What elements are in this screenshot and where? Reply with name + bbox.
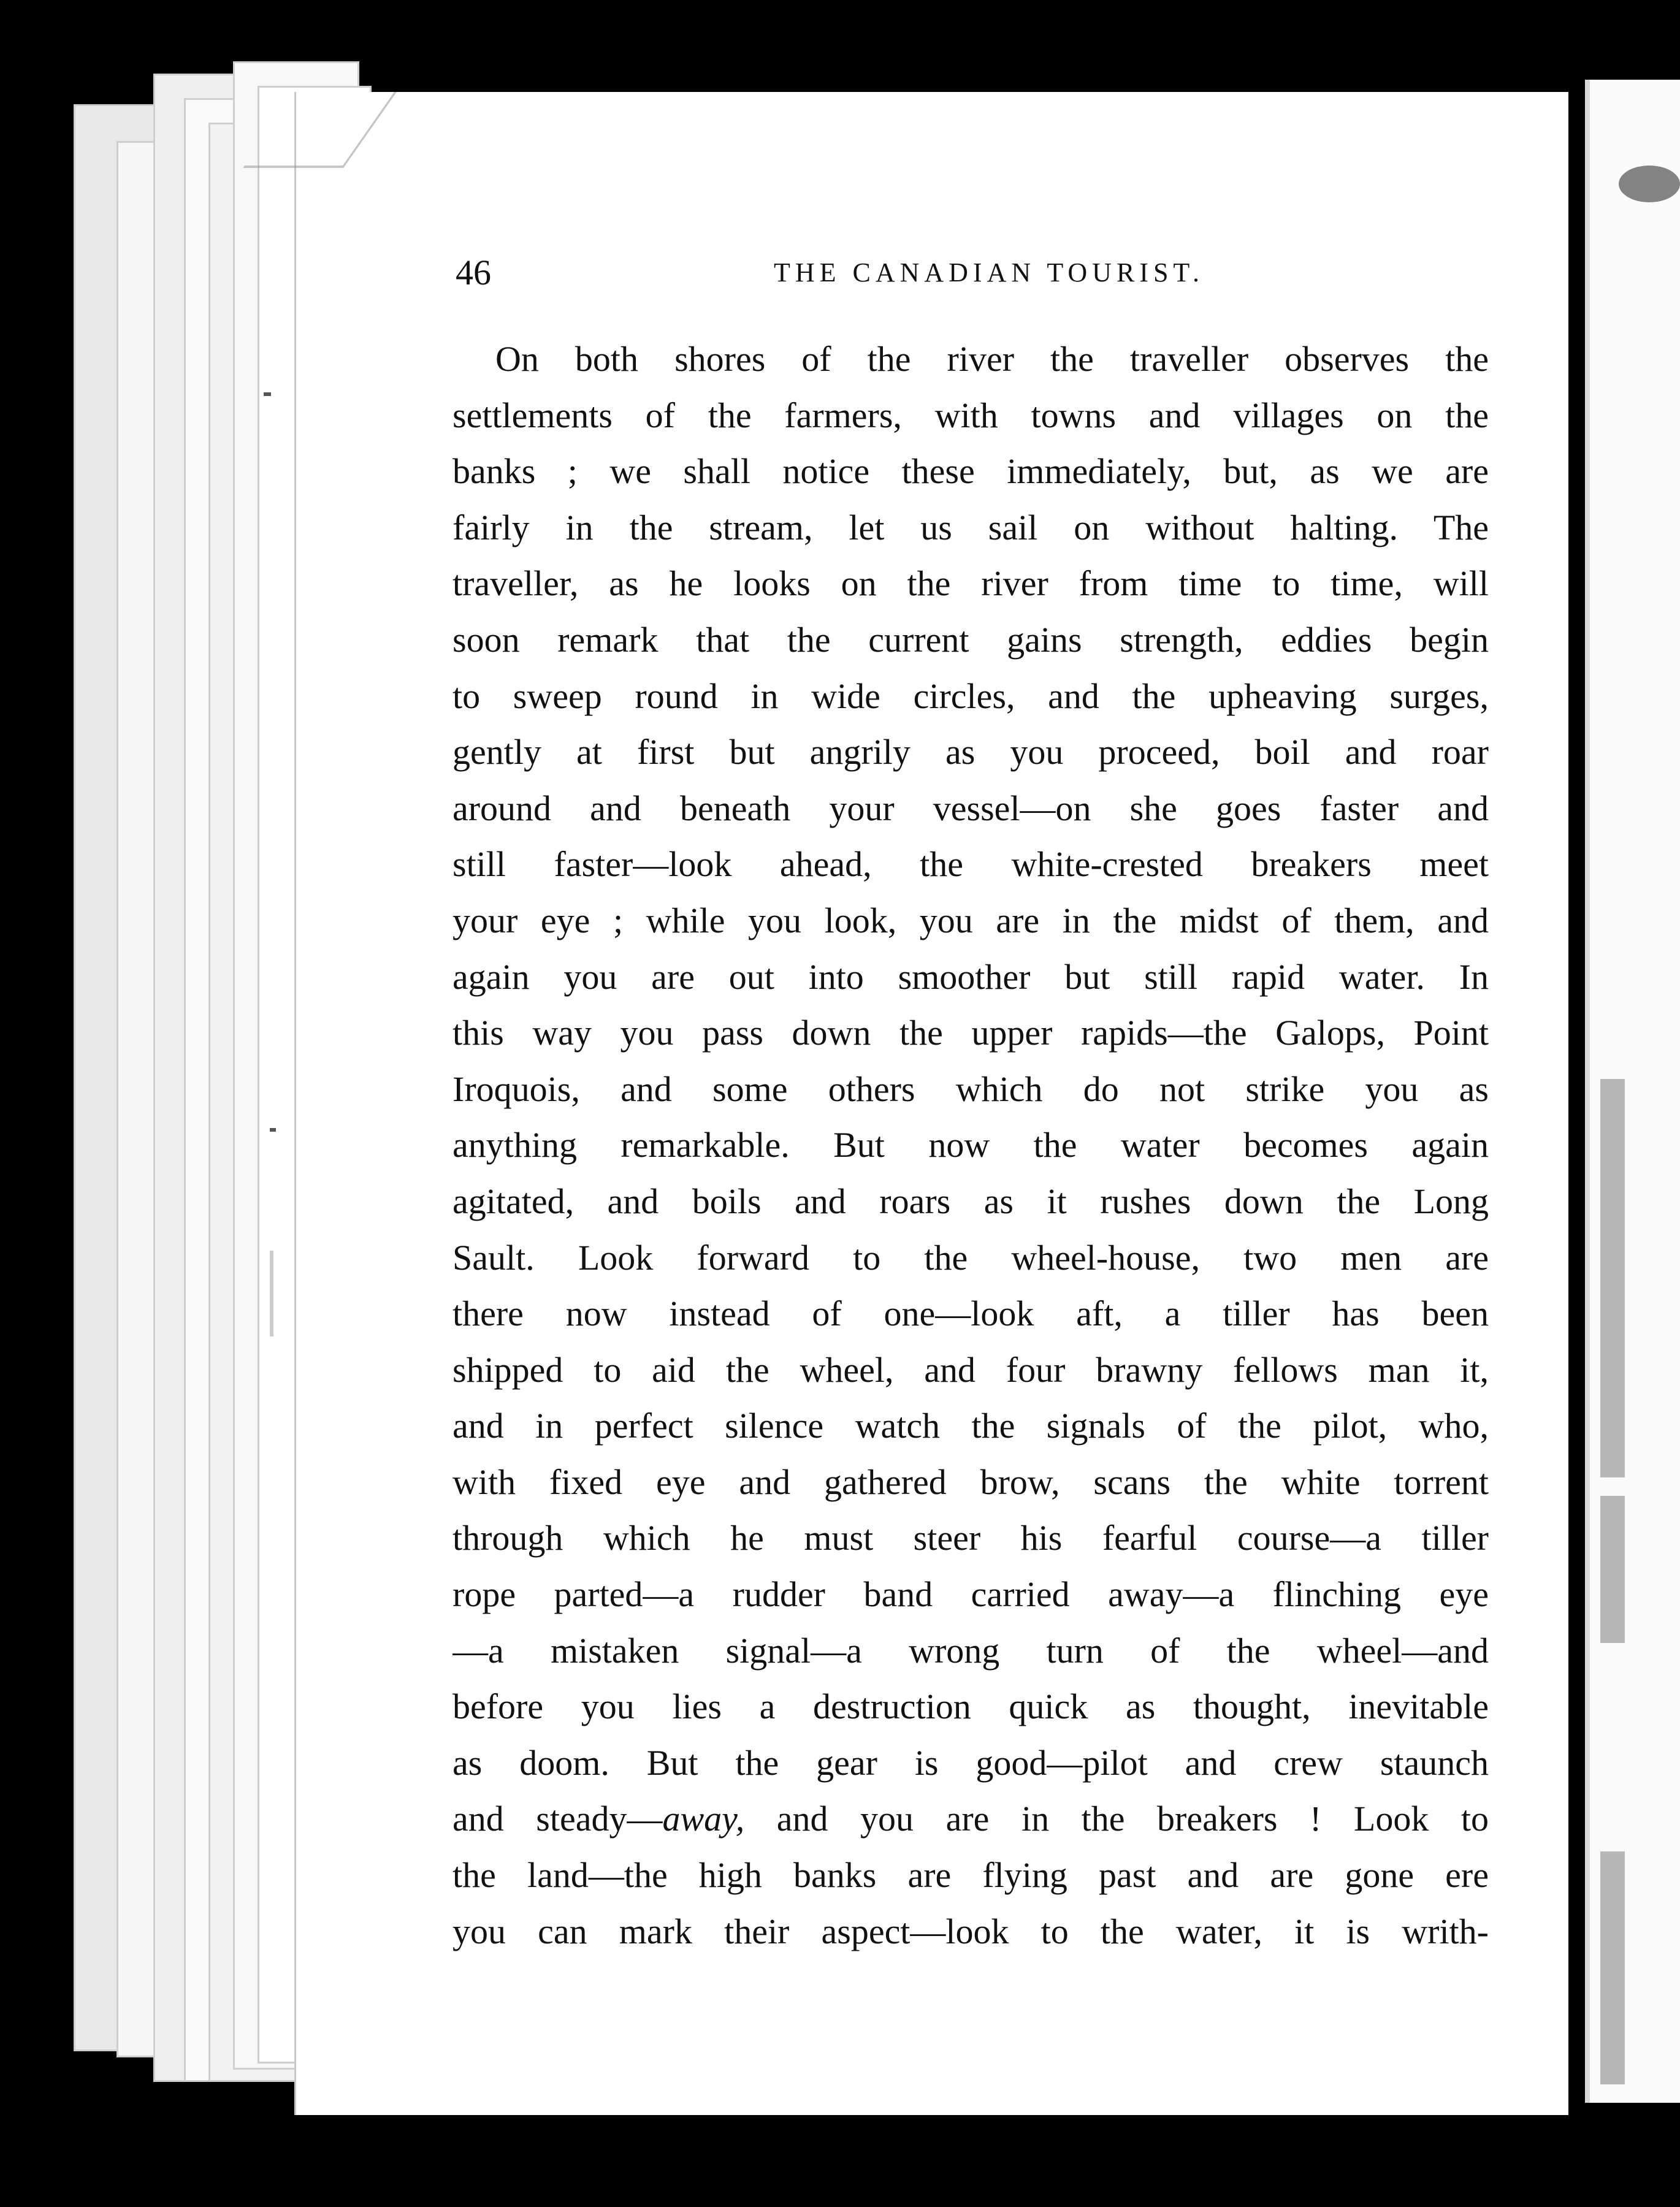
text-line: through which he must steer his fearful course—a tiller bbox=[452, 1518, 1489, 1558]
facing-page-edge bbox=[1585, 80, 1680, 2103]
running-title: THE CANADIAN TOURIST. bbox=[773, 257, 1205, 288]
text-segment: and steady— bbox=[452, 1799, 663, 1839]
body-text bbox=[452, 331, 1489, 1959]
text-line: agitated, and boils and roars as it rushes down the Long bbox=[452, 1181, 1489, 1221]
text-segment: and you are in the breakers ! Look to bbox=[744, 1799, 1489, 1839]
text-line: there now instead of one—look aft, a tiller has been bbox=[452, 1294, 1489, 1334]
text-line: Iroquois, and some others which do not strike you as bbox=[452, 1069, 1489, 1109]
text-line: fairly in the stream, let us sail on without halting. The bbox=[452, 507, 1489, 547]
text-line: before you lies a destruction quick as thought, inevitable bbox=[452, 1687, 1489, 1727]
page-stain bbox=[1600, 1851, 1625, 2084]
text-line: anything remarkable. But now the water becomes again bbox=[452, 1125, 1489, 1165]
page-smudge bbox=[1619, 166, 1680, 202]
text-line: as doom. But the gear is good—pilot and crew staunch bbox=[452, 1742, 1489, 1783]
text-line: the land—the high banks are flying past and are gone ere bbox=[452, 1855, 1489, 1896]
text-line: still faster—look ahead, the white-crested breakers meet bbox=[452, 844, 1489, 885]
text-line: rope parted—a rudder band carried away—a flinching eye bbox=[452, 1574, 1489, 1615]
text-line: gently at first but angrily as you proceed, boil and roar bbox=[452, 732, 1489, 772]
text-line: traveller, as he looks on the river from time to time, will bbox=[452, 563, 1489, 604]
scan-mark bbox=[264, 392, 271, 396]
text-line: —a mistaken signal—a wrong turn of the wheel—and bbox=[452, 1630, 1489, 1671]
text-line: shipped to aid the wheel, and four brawny fellows man it, bbox=[452, 1349, 1489, 1390]
text-line: around and beneath your vessel—on she goes faster and bbox=[452, 788, 1489, 828]
text-line bbox=[452, 1791, 1489, 1847]
text-line: again you are out into smoother but still rapid water. In bbox=[452, 956, 1489, 997]
text-line: with fixed eye and gathered brow, scans the white torrent bbox=[452, 1462, 1489, 1502]
text-line: this way you pass down the upper rapids—the Galops, Point bbox=[452, 1013, 1489, 1053]
text-line: and in perfect silence watch the signals of the pilot, who, bbox=[452, 1406, 1489, 1446]
text-line: Sault. Look forward to the wheel-house, two men are bbox=[452, 1237, 1489, 1278]
scan-mark bbox=[270, 1128, 276, 1132]
italic-word: away, bbox=[662, 1799, 745, 1839]
text-line: banks ; we shall notice these immediately, but, as we are bbox=[452, 451, 1489, 492]
scan-mark bbox=[270, 1251, 273, 1336]
page-stain bbox=[1600, 1079, 1625, 1477]
text-line: On both shores of the river the traveller observes the bbox=[495, 339, 1489, 379]
text-line: settlements of the farmers, with towns and villages on the bbox=[452, 395, 1489, 435]
page-number: 46 bbox=[456, 253, 491, 292]
text-line: your eye ; while you look, you are in the midst of them, and bbox=[452, 900, 1489, 940]
book-page bbox=[294, 92, 1568, 2115]
running-head bbox=[456, 245, 1486, 300]
page-stain bbox=[1600, 1496, 1625, 1643]
text-line: to sweep round in wide circles, and the upheaving surges, bbox=[452, 676, 1489, 716]
text-line: you can mark their aspect—look to the water, it is writh- bbox=[452, 1911, 1489, 1951]
text-line: soon remark that the current gains strength, eddies begin bbox=[452, 619, 1489, 660]
